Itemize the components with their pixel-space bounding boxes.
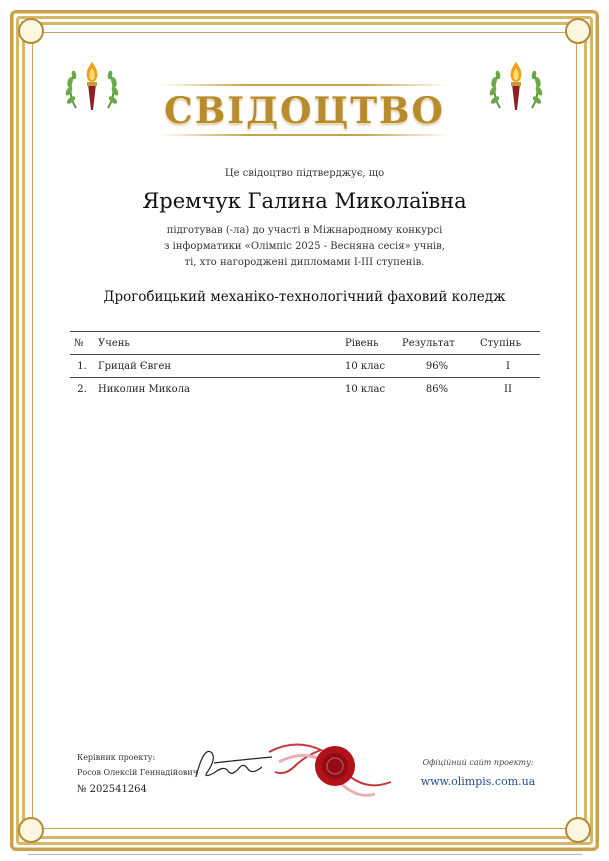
header-degree: Ступінь [476, 332, 540, 355]
head-name: Росов Олексій Геннадійович [77, 768, 199, 777]
confirm-text: Це свідоцтво підтверджує, що [224, 168, 385, 179]
cell-result: 96% [398, 355, 476, 378]
table-row [70, 355, 540, 378]
certificate-number: № 202541264 [77, 784, 147, 795]
head-label: Керівник проекту: [77, 753, 156, 762]
cell-result: 86% [425, 384, 449, 396]
site-label: Офіційний сайт проекту: [422, 758, 534, 767]
table-header-row [70, 332, 540, 355]
corner-ornament [18, 817, 44, 843]
header-student: Учень [94, 332, 341, 355]
cell-number: 2. [77, 384, 87, 396]
description [0, 223, 609, 271]
project-site [418, 758, 538, 788]
cell-student: Николин Микола [98, 384, 191, 396]
header-result: Результат [398, 332, 476, 355]
college-name: Дрогобицький механіко-технологічний фаховий коледж [103, 289, 506, 305]
header-number: № [70, 332, 94, 355]
corner-ornament [565, 18, 591, 44]
cell-student: Грицай Євген [94, 355, 341, 378]
cell-level: 10 клас [345, 384, 386, 396]
corner-ornament [18, 18, 44, 44]
title-block [150, 78, 459, 142]
title-rule [160, 84, 449, 86]
corner-ornament [565, 817, 591, 843]
results-table [70, 331, 540, 401]
description-line: з інформатики «Олімпіс 2025 - Весняна сесія» учнів, [164, 241, 445, 252]
certificate-title: СВІДОЦТВО [164, 90, 445, 132]
description-line: підготував (-ла) до участі в Міжнародному конкурсі [166, 225, 443, 236]
cell-degree: I [476, 355, 540, 378]
header-level: Рівень [341, 332, 398, 355]
divider [28, 854, 582, 855]
cell-number: 1. [70, 355, 94, 378]
inner-frame [32, 32, 577, 829]
table-row [70, 378, 540, 401]
recipient-name: Яремчук Галина Миколаївна [142, 189, 467, 213]
cell-level: 10 клас [341, 355, 398, 378]
title-rule [160, 134, 449, 136]
project-head [77, 750, 198, 797]
torch-laurel-icon [62, 58, 122, 118]
wax-seal-icon [265, 732, 395, 802]
cell-degree: II [504, 384, 512, 396]
site-link[interactable]: www.olimpis.com.ua [420, 775, 536, 788]
description-line: ті, хто нагороджені дипломами I-III ступенів. [184, 257, 425, 268]
torch-laurel-icon [486, 58, 546, 118]
